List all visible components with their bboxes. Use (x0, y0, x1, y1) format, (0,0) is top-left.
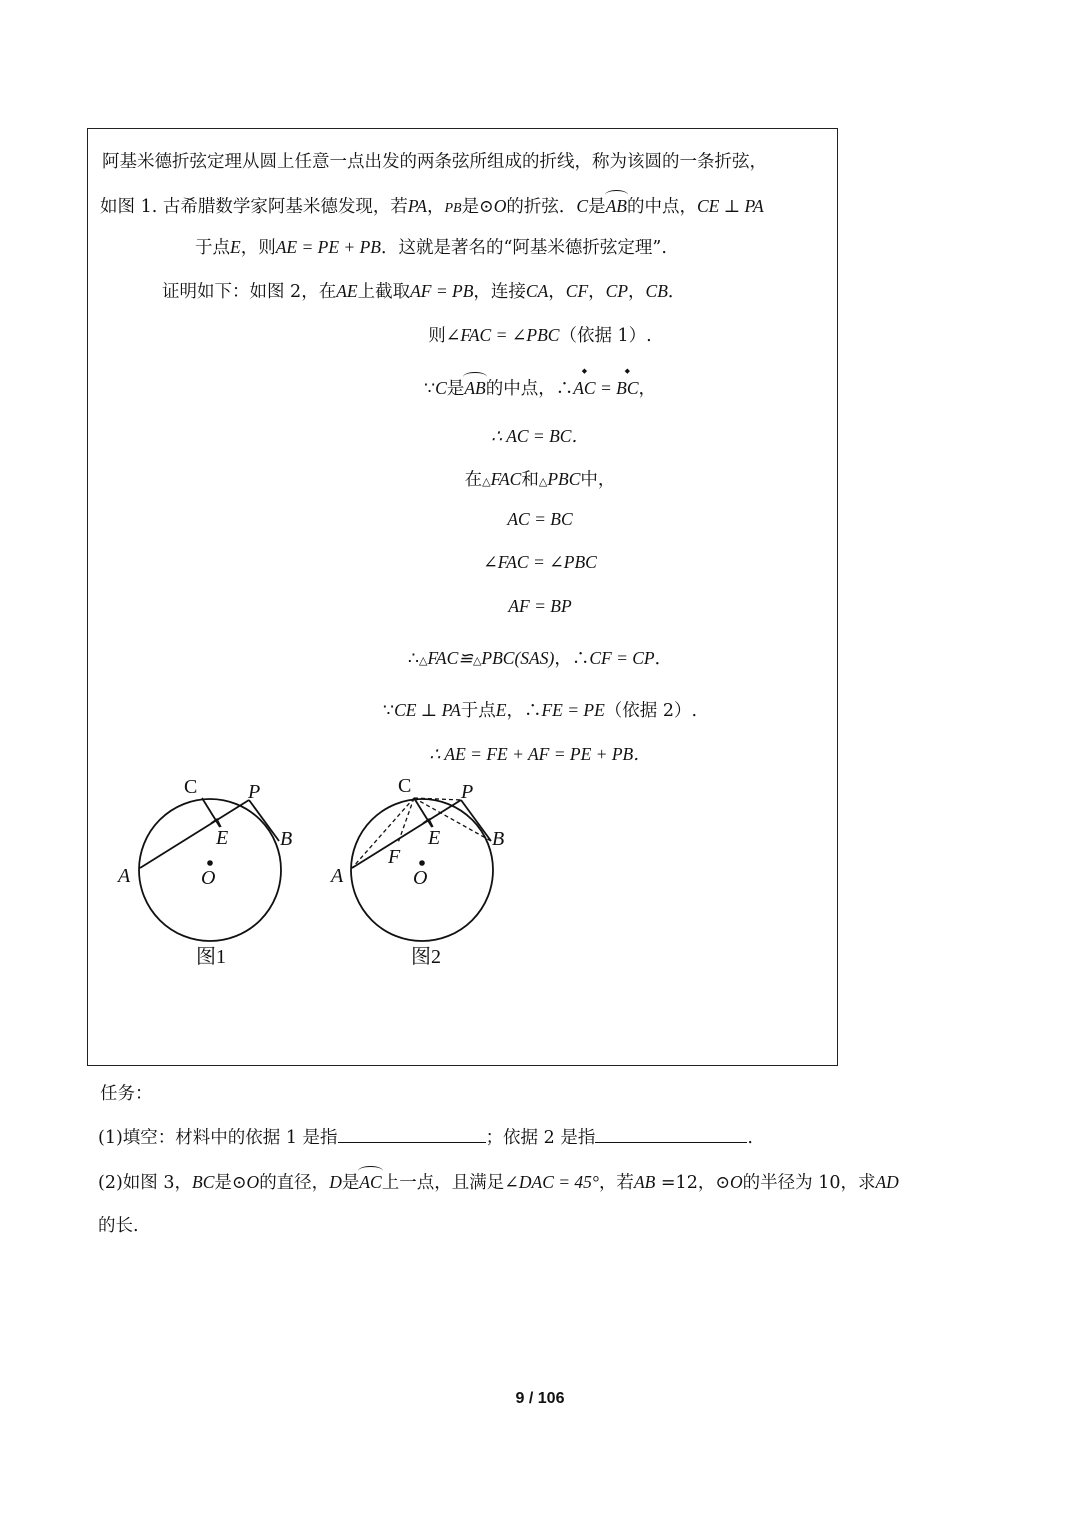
text: 是 (446, 379, 465, 399)
fig1-label-b: B (280, 828, 293, 850)
math: C (576, 196, 589, 216)
math: ∴ AC = BC． (491, 426, 589, 446)
math: ∠FAC = ∠PBC (445, 325, 560, 345)
task-question-1 (98, 1124, 753, 1149)
text: 是⊙ (214, 1173, 247, 1193)
fig1-label-o: O (201, 867, 216, 889)
math: (SAS) (514, 648, 555, 668)
triangle-symbol: △ (419, 654, 428, 667)
text: ∵ (382, 701, 395, 721)
text: 于点 (195, 238, 230, 258)
fig1-label-c: C (184, 776, 198, 798)
text: ∴ (407, 649, 419, 669)
text: ，∴ (554, 649, 590, 669)
text: 上截取 (357, 282, 411, 302)
text: （依据 1）. (559, 326, 652, 346)
text: 如图 1. 古希腊数学家阿基米德发现，若 (100, 197, 408, 217)
arc-bc: ◆ BC (616, 378, 638, 399)
text: ，连接 (473, 282, 526, 302)
text: ∵ (423, 379, 436, 399)
task-question-2 (98, 1166, 899, 1194)
math: = (595, 378, 617, 398)
text: 和 (521, 470, 539, 490)
math: PB (444, 201, 462, 216)
fig2-center-dot (419, 860, 425, 866)
text: 在 (464, 470, 483, 490)
fig1-chord-pb (249, 800, 279, 841)
answer-blank-2[interactable] (595, 1128, 747, 1143)
math: CF = CP (589, 648, 655, 668)
text: 上一点，且满足 (381, 1173, 505, 1193)
text: 中， (580, 470, 616, 490)
arc-ac: ◆ AC (573, 378, 595, 399)
math: FAC (490, 469, 522, 489)
math: FE = PE (541, 700, 605, 720)
text: ；依据 2 是指 (485, 1128, 596, 1148)
math: AD (875, 1172, 899, 1192)
text: 的直径， (259, 1173, 330, 1193)
fig2-chord-pa (352, 800, 461, 868)
proof-line-6: AC = BC (507, 509, 573, 529)
text: ， (588, 282, 606, 302)
math: O (493, 196, 507, 216)
page-number: 9 / 106 (515, 1390, 565, 1407)
math: PA (407, 196, 427, 216)
text: 是 (588, 197, 606, 217)
text: (1)填空：材料中的依据 1 是指 (98, 1128, 338, 1148)
arc-ac: AC (359, 1166, 381, 1193)
fig1-label-a: A (118, 865, 131, 887)
text: 阿基米德折弦定理从圆上任意一点出发的两条弦所组成的折线，称为该圆的一条折弦， (102, 152, 767, 172)
text: =12，⊙ (655, 1173, 730, 1193)
proof-line-7: ∠FAC = ∠PBC (483, 552, 597, 572)
proof-line-3 (0, 372, 1080, 400)
proof-line-10 (0, 697, 1080, 722)
math: E (230, 237, 241, 257)
text: 于点 (460, 701, 496, 721)
math: CF (565, 281, 589, 301)
fig2-label-p: P (461, 781, 474, 803)
math: AE = PE + PB (275, 237, 381, 257)
fig2-chord-pb (461, 800, 491, 841)
text: ， (426, 197, 445, 217)
math: FAC≌ (427, 648, 473, 668)
math: PBC (481, 648, 515, 668)
material-line-1 (102, 148, 767, 173)
math: AE (336, 281, 358, 301)
figures (100, 765, 540, 980)
proof-line-5 (0, 466, 1080, 491)
math: CA (525, 281, 549, 301)
text: 则 (428, 326, 446, 346)
task-question-2-cont: 的长. (98, 1216, 139, 1236)
figure-1-labels (116, 776, 292, 968)
text: 的中点，∴ (485, 379, 574, 399)
math: AF = PB (410, 281, 474, 301)
material-line-2 (100, 190, 764, 218)
text: 是⊙ (461, 197, 494, 217)
figure-2-labels (329, 775, 504, 968)
fig2-label-c: C (398, 775, 412, 797)
math: BC (192, 1172, 215, 1192)
math: E (495, 700, 507, 720)
text: ． (667, 282, 686, 302)
fig1-caption: 图1 (196, 946, 226, 968)
text: 的半径为 10，求 (742, 1173, 876, 1193)
math: CE ⊥ PA (696, 196, 764, 216)
text: ． (654, 649, 673, 669)
text: ，则 (240, 238, 276, 258)
fig1-center-dot (207, 860, 213, 866)
text: ， (548, 282, 566, 302)
proof-line-8: AF = BP (508, 596, 572, 616)
fig1-label-e: E (216, 827, 229, 849)
text: ，若 (598, 1173, 634, 1193)
math: C (435, 378, 447, 398)
fig2-label-f: F (388, 846, 401, 868)
math: ∠DAC = 45° (504, 1172, 599, 1192)
proof-line-1 (162, 278, 685, 303)
text: (2)如图 3， (98, 1173, 192, 1193)
math: CP (605, 281, 629, 301)
triangle-symbol: △ (538, 475, 548, 488)
fig1-label-p: P (248, 781, 261, 803)
math: CE ⊥ PA (394, 700, 461, 720)
math: O (730, 1172, 743, 1192)
fig2-caption: 图2 (411, 946, 441, 968)
text: 证明如下：如图 2，在 (162, 282, 337, 302)
text: . (747, 1128, 753, 1148)
text: 是 (341, 1173, 360, 1193)
fig2-label-o: O (413, 867, 428, 889)
proof-line-2 (0, 322, 1080, 347)
fig2-label-a: A (331, 865, 344, 887)
proof-line-4 (0, 423, 1080, 448)
fig2-label-e: E (428, 827, 441, 849)
triangle-symbol: △ (482, 475, 491, 488)
text: ，∴ (506, 701, 542, 721)
fig1-chord-pa (140, 800, 249, 868)
math: ∴ AE = FE + AF = PE + PB． (429, 744, 651, 764)
math: CB (645, 281, 668, 301)
math: AB (633, 1172, 656, 1192)
proof-line-11 (0, 741, 1080, 766)
math: O (246, 1172, 260, 1192)
fig2-label-b: B (492, 828, 505, 850)
material-line-3 (195, 234, 667, 259)
text: ．这就是著名的“阿基米德折弦定理”. (380, 238, 667, 258)
answer-blank-1[interactable] (338, 1128, 486, 1143)
arc-ab: AB (606, 190, 627, 217)
task-heading: 任务： (100, 1084, 153, 1104)
proof-line-9 (0, 645, 1080, 670)
math: D (329, 1172, 342, 1192)
fig2-dashed-cf (398, 798, 414, 843)
math: PBC (547, 469, 581, 489)
text: （依据 2）. (604, 701, 698, 721)
text: ， (638, 379, 657, 399)
arc-ab: AB (464, 372, 485, 399)
text: 的折弦． (506, 197, 577, 217)
text: 的中点， (626, 197, 697, 217)
triangle-symbol: △ (472, 654, 482, 667)
text: ， (628, 282, 646, 302)
